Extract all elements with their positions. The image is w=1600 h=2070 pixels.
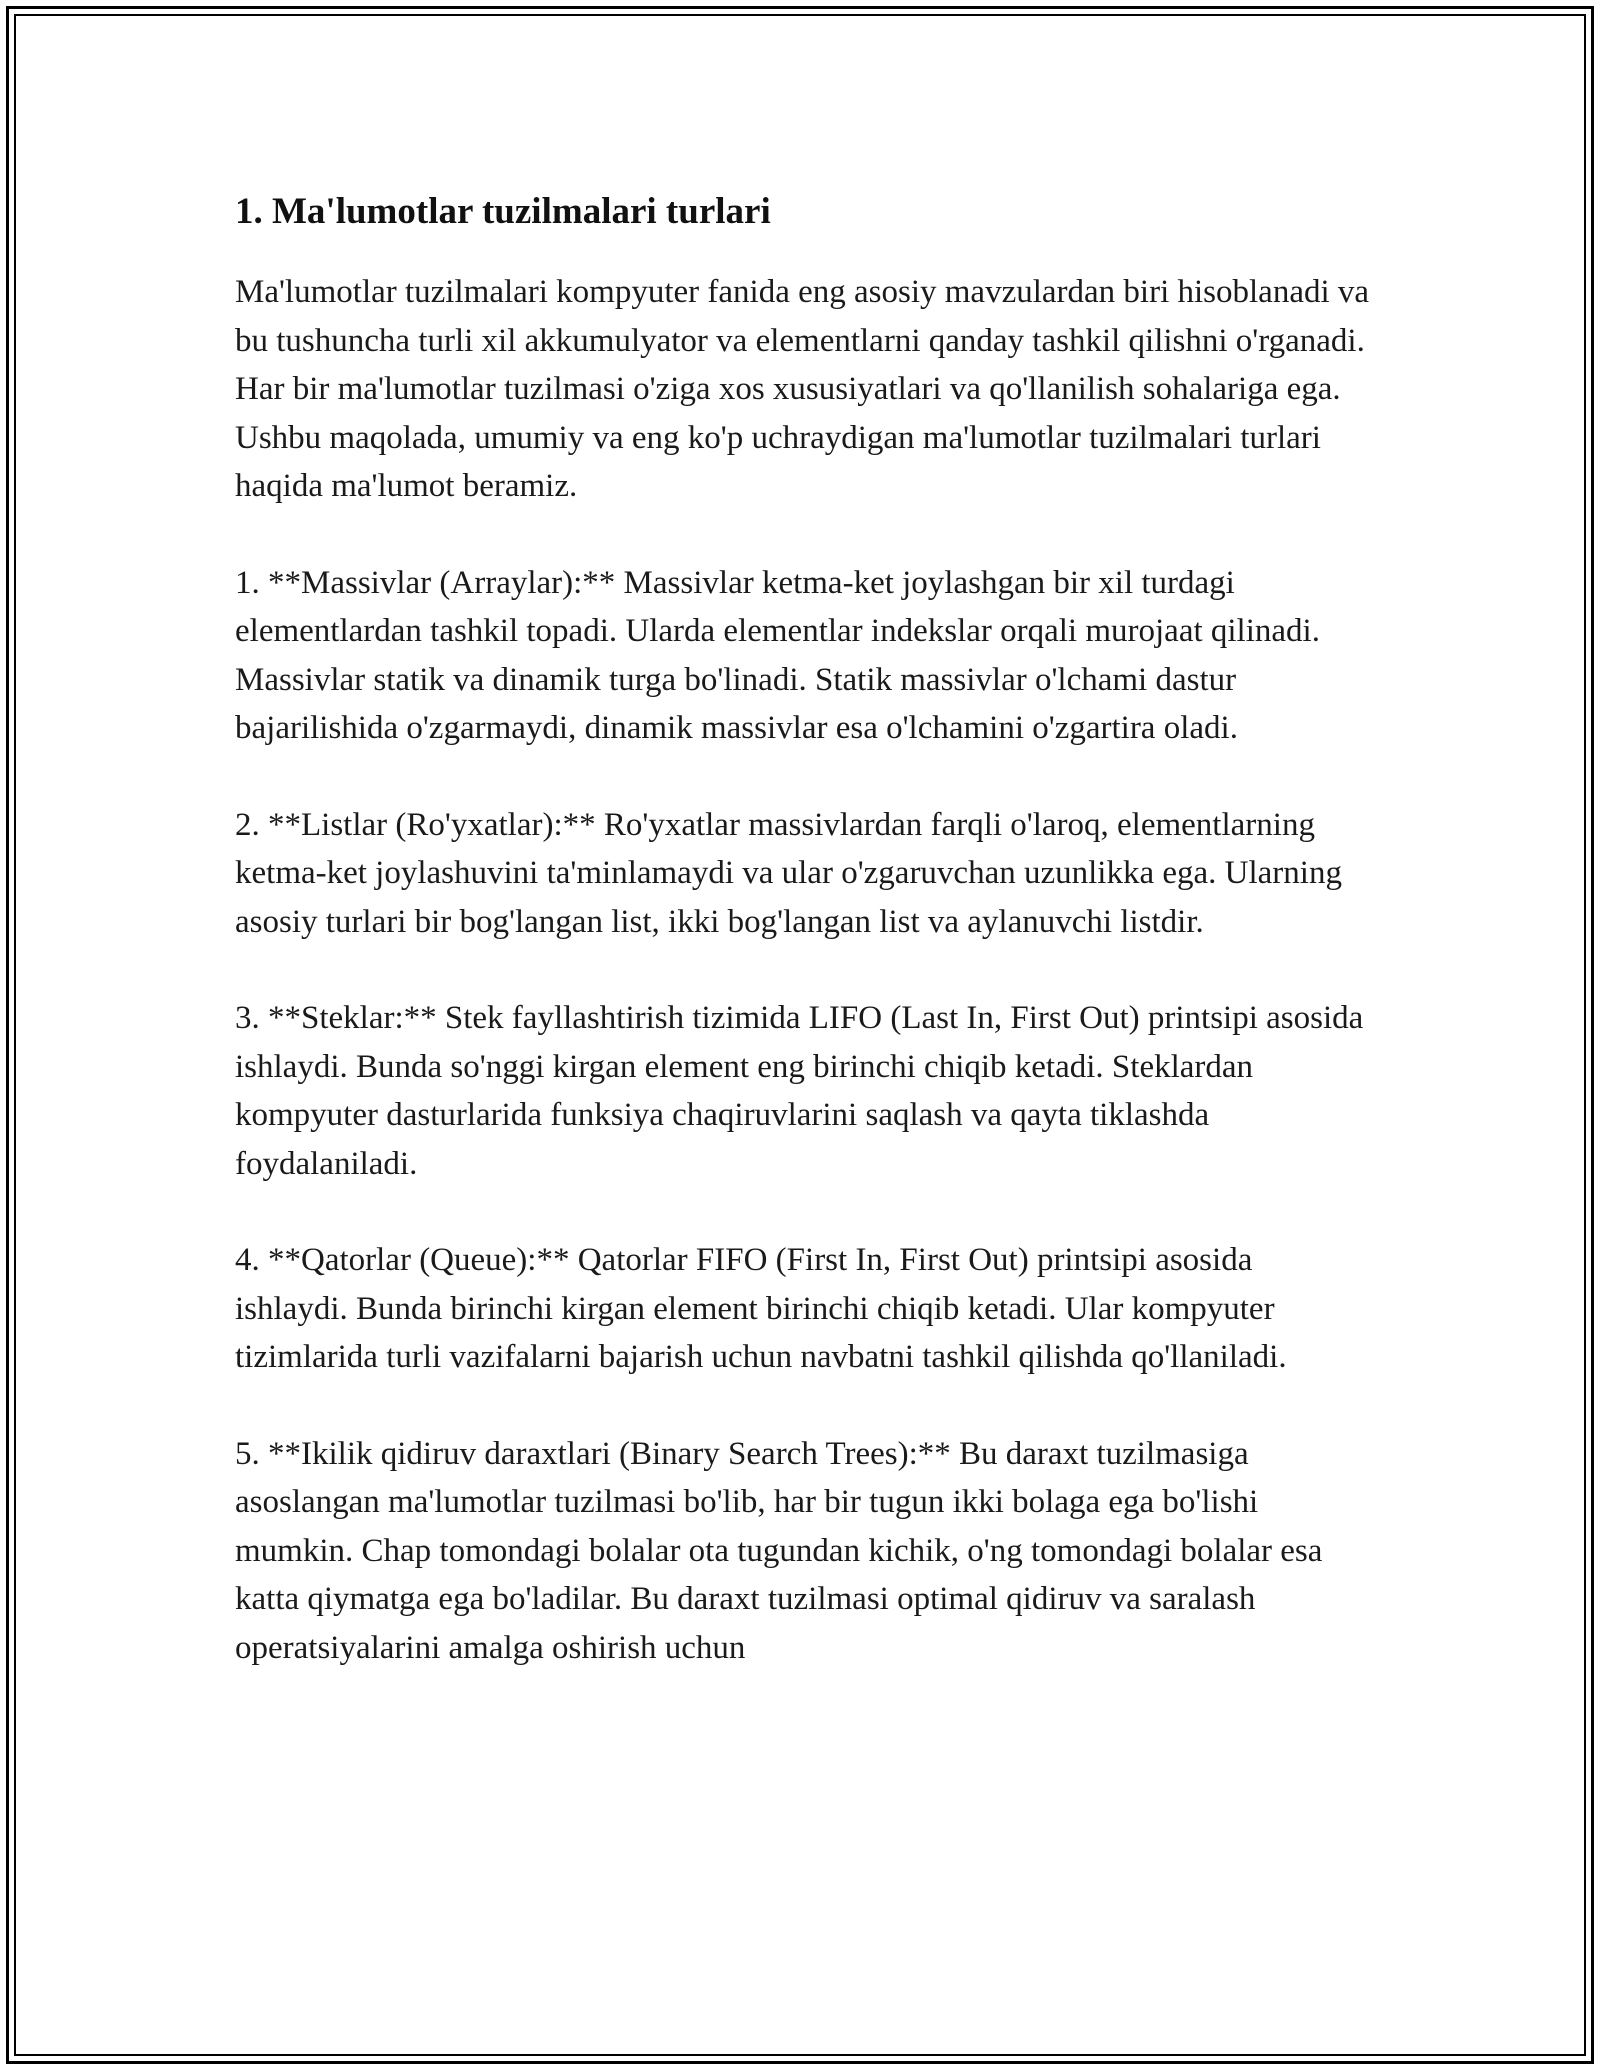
paragraph-binary-search-trees: 5. **Ikilik qidiruv daraxtlari (Binary Search Trees):** Bu daraxt tuzilmasiga asoslangan ma'lumotlar tuzilmasi bo'lib, har bir tugun ikki bolaga ega bo'lishi mumkin. Chap tomondagi bolalar ota tugundan kichik, o'ng tomondagi bolalar esa katta qiymatga ega bo'ladilar. Bu daraxt tuzilmasi optimal qidiruv va saralash operatsiyalarini amalga oshirish uchun (235, 1435, 1323, 1666)
document-body (235, 186, 1370, 1720)
paragraph-queues: 4. **Qatorlar (Queue):** Qatorlar FIFO (First In, First Out) printsipi asosida ishlaydi. Bunda birinchi kirgan element birinchi chiqib ketadi. Ular kompyuter tizimlarida turli vazifalarni bajarish uchun navbatni tashkil qilishda qo'llaniladi. (235, 1242, 1287, 1375)
document-heading: 1. Ma'lumotlar tuzilmalari turlari (235, 191, 771, 232)
paragraph-arrays: 1. **Massivlar (Arraylar):** Massivlar ketma-ket joylashgan bir xil turdagi elementlardan tashkil topadi. Ularda elementlar indekslar orqali murojaat qilinadi. Massivlar statik va dinamik turga bo'linadi. Statik massivlar o'lchami dastur bajarilishida o'zgarmaydi, dinamik massivlar esa o'lchamini o'zgartira oladi. (235, 564, 1320, 746)
intro-paragraph: Ma'lumotlar tuzilmalari kompyuter fanida eng asosiy mavzulardan biri hisoblanadi va bu tushuncha turli xil akkumulyator va elementlarni qanday tashkil qilishni o'rganadi. Har bir ma'lumotlar tuzilmasi o'ziga xos xususiyatlari va qo'llanilish sohalariga ega. Ushbu maqolada, umumiy va eng ko'p uchraydigan ma'lumotlar tuzilmalari turlari haqida ma'lumot beramiz. (235, 274, 1370, 504)
paragraph-stacks: 3. **Steklar:** Stek fayllashtirish tizimida LIFO (Last In, First Out) printsipi asosida ishlaydi. Bunda so'nggi kirgan element eng birinchi chiqib ketadi. Steklardan kompyuter dasturlarida funksiya chaqiruvlarini saqlash va qayta tiklashda foydalaniladi. (235, 1000, 1364, 1182)
paragraph-lists: 2. **Listlar (Ro'yxatlar):** Ro'yxatlar massivlardan farqli o'laroq, elementlarning ketma-ket joylashuvini ta'minlamaydi va ular o'zgaruvchan uzunlikka ega. Ularning asosiy turlari bir bog'langan list, ikki bog'langan list va aylanuvchi listdir. (235, 806, 1342, 940)
